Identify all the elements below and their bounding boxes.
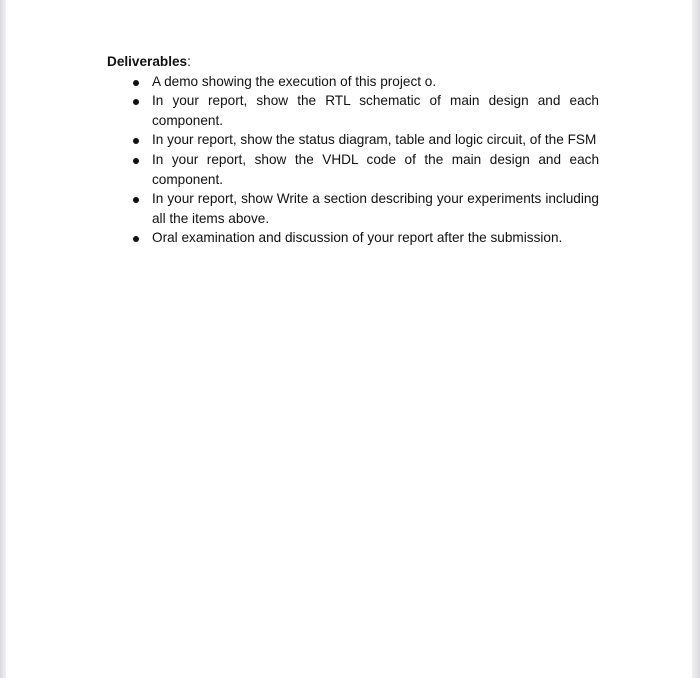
list-item xyxy=(107,130,599,150)
list-item-text: In your report, show the VHDL code of the main design and each component. xyxy=(152,151,599,187)
list-item xyxy=(107,228,599,248)
list-item xyxy=(107,72,599,92)
bullet-icon xyxy=(133,138,139,144)
list-item-text: Oral examination and discussion of your report after the submission. xyxy=(152,230,563,246)
bullet-icon xyxy=(133,99,139,105)
list-item-text: A demo showing the execution of this project o. xyxy=(152,73,437,89)
bullet-icon xyxy=(133,236,139,242)
list-item xyxy=(107,150,599,189)
bullet-icon xyxy=(133,197,139,203)
document-page xyxy=(6,0,692,678)
bullet-icon xyxy=(133,158,139,164)
deliverables-heading-colon: : xyxy=(187,54,191,69)
list-item-text: In your report, show Write a section describing your experiments including all the items above. xyxy=(152,191,599,226)
list-item-text: In your report, show the status diagram, table and logic circuit, of the FSM xyxy=(152,132,597,148)
list-item xyxy=(107,91,599,130)
page-right-shadow xyxy=(692,0,700,678)
deliverables-heading xyxy=(107,52,607,72)
deliverables-heading-label: Deliverables xyxy=(107,54,188,69)
bullet-icon xyxy=(133,80,139,86)
list-item-text: In your report, show the RTL schematic of main design and each component. xyxy=(152,93,599,128)
deliverables-list xyxy=(107,72,607,248)
document-content xyxy=(107,52,607,248)
list-item xyxy=(107,189,599,228)
